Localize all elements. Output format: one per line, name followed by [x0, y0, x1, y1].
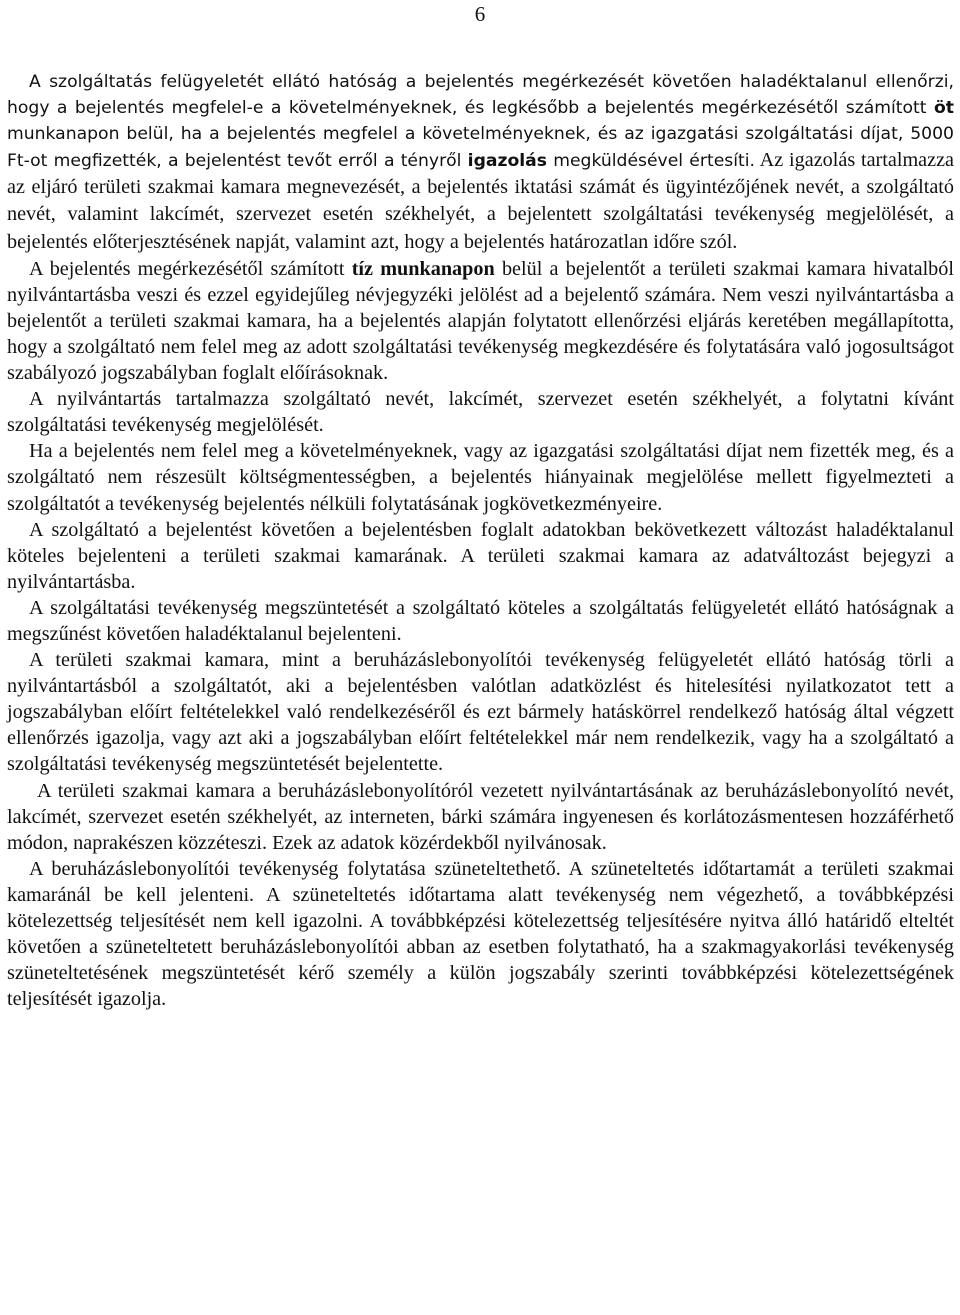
paragraph-5: A szolgáltató a bejelentést követően a bejelentésben foglalt adatokban bekövetkezett változást haladéktalanul köteles bejelenteni a területi szakmai kamarának. A területi szakmai kamara az adatváltozást bejegyzi a nyilvántartásba.: [7, 518, 954, 593]
paragraph-2: [7, 256, 954, 386]
paragraph-6: A szolgáltatási tevékenység megszüntetését a szolgáltató köteles a szolgáltatás felügyeletét ellátó hatóságnak a megszűnést követően haladéktalanul bejelenteni.: [7, 596, 954, 645]
paragraph-2-text-a: A bejelentés megérkezésétől számított: [29, 257, 352, 280]
paragraph-1-bold-igazolas: igazolás: [467, 151, 547, 172]
paragraph-1-bold-ot: öt: [933, 98, 954, 119]
paragraph-3: A nyilvántartás tartalmazza szolgáltató nevét, lakcímét, szervezet esetén székhelyét, a folytatni kívánt szolgáltatási tevékenység megjelölését.: [7, 388, 954, 437]
paragraph-8: A területi szakmai kamara a beruházáslebonyolítóról vezetett nyilvántartásának az beruházáslebonyolító nevét, lakcímét, szervezet esetén székhelyét, az interneten, bárki számára ingyenesen és korlátozásmentesen hozzáférhető módon, naprakészen közzéteszi. Ezek az adatok közérdekből nyilvánosak.: [7, 779, 954, 854]
paragraph-2-text-c: belül a bejelentőt a területi szakmai kamara hivatalból nyilvántartásba veszi és ezzel egyidejűleg névjegyzéki jelölést ad a bejelentő számára. Nem veszi nyilvántartásba a bejelentőt a területi szakmai kamara, ha a bejelentés alapján folytatott ellenőrzési eljárás keretében megállapította, hogy a szolgáltató nem felel meg az adott szolgáltatási tevékenység megkezdésére és folytatására való jogosultságot szabályozó jogszabályban foglalt előírásoknak.: [7, 257, 954, 385]
paragraph-4: Ha a bejelentés nem felel meg a követelményeknek, vagy az igazgatási szolgáltatási díjat nem fizették meg, és a szolgáltató nem részesült költségmentességben, a bejelentés hiányainak megjelölése mellett figyelmezteti a szolgáltatót a tevékenység bejelentés nélküli folytatásának jogkövetkezményeire.: [7, 440, 954, 515]
document-body: [7, 69, 954, 1012]
paragraph-1: [7, 69, 954, 256]
paragraph-9: A beruházáslebonyolítói tevékenység folytatása szüneteltethető. A szüneteltetés időtartamát a területi szakmai kamaránál be kell jelenteni. A szüneteltetés időtartama alatt tevékenység nem végezhető, a továbbképzési kötelezettség teljesítését nem kell igazolni. A továbbképzési kötelezettség teljesítésére nyitva álló határidő elteltét követően a szüneteltetett beruházáslebonyolítói abban az esetben folytatható, ha a szakmagyakorlási tevékenység szüneteltetésének megszüntetését kérő személy a külön jogszabály szerinti továbbképzési kötelezettségének teljesítését igazolja.: [7, 857, 954, 1011]
paragraph-1-text-e: megküldésével értesíti.: [547, 151, 755, 172]
paragraph-1-text-f: Az igazolás tartalmazza az eljáró területi szakmai kamara megnevezését, a bejelentés iktatási számát és ügyintézőjének nevét, a szolgáltató nevét, valamint lakcímét, szervezet esetén székhelyét, a bejelentett szolgáltatási tevékenység megjelölését, a bejelentés előterjesztésének napját, valamint azt, hogy a bejelentés határozatlan időre szól.: [7, 149, 954, 253]
paragraph-1-text-a: A szolgáltatás felügyeletét ellátó hatóság a bejelentés megérkezését követően haladéktalanul ellenőrzi, hogy a bejelentés megfelel-e a követelményeknek, és legkésőbb a bejelentés megérkezésétől számított: [7, 72, 954, 119]
paragraph-1-text-c: munkanapon belül, ha a bejelentés megfelel a követelményeknek, és az igazgatási szolgáltatási díjat, 5000 Ft-ot megfizették, a bejelentést tevőt erről a tényről: [7, 124, 954, 172]
page-number: 6: [474, 2, 486, 26]
paragraph-7: A területi szakmai kamara, mint a beruházáslebonyolítói tevékenység felügyeletét ellátó hatóság törli a nyilvántartásból a szolgáltatót, aki a bejelentésben valótlan adatközlést és hitelesítési nyilatkozatot tett a jogszabályban előírt feltételekkel való rendelkezéséről és ezt bármely hatáskörrel rendelkező hatóság által végzett ellenőrzés igazolja, vagy azt aki a jogszabályban előírt feltételekkel már nem rendelkezik, vagy ha a szolgáltató a szolgáltatási tevékenység megszüntetését bejelentette.: [7, 649, 954, 776]
paragraph-2-bold-tiz-munkanapon: tíz munkanapon: [351, 257, 495, 280]
